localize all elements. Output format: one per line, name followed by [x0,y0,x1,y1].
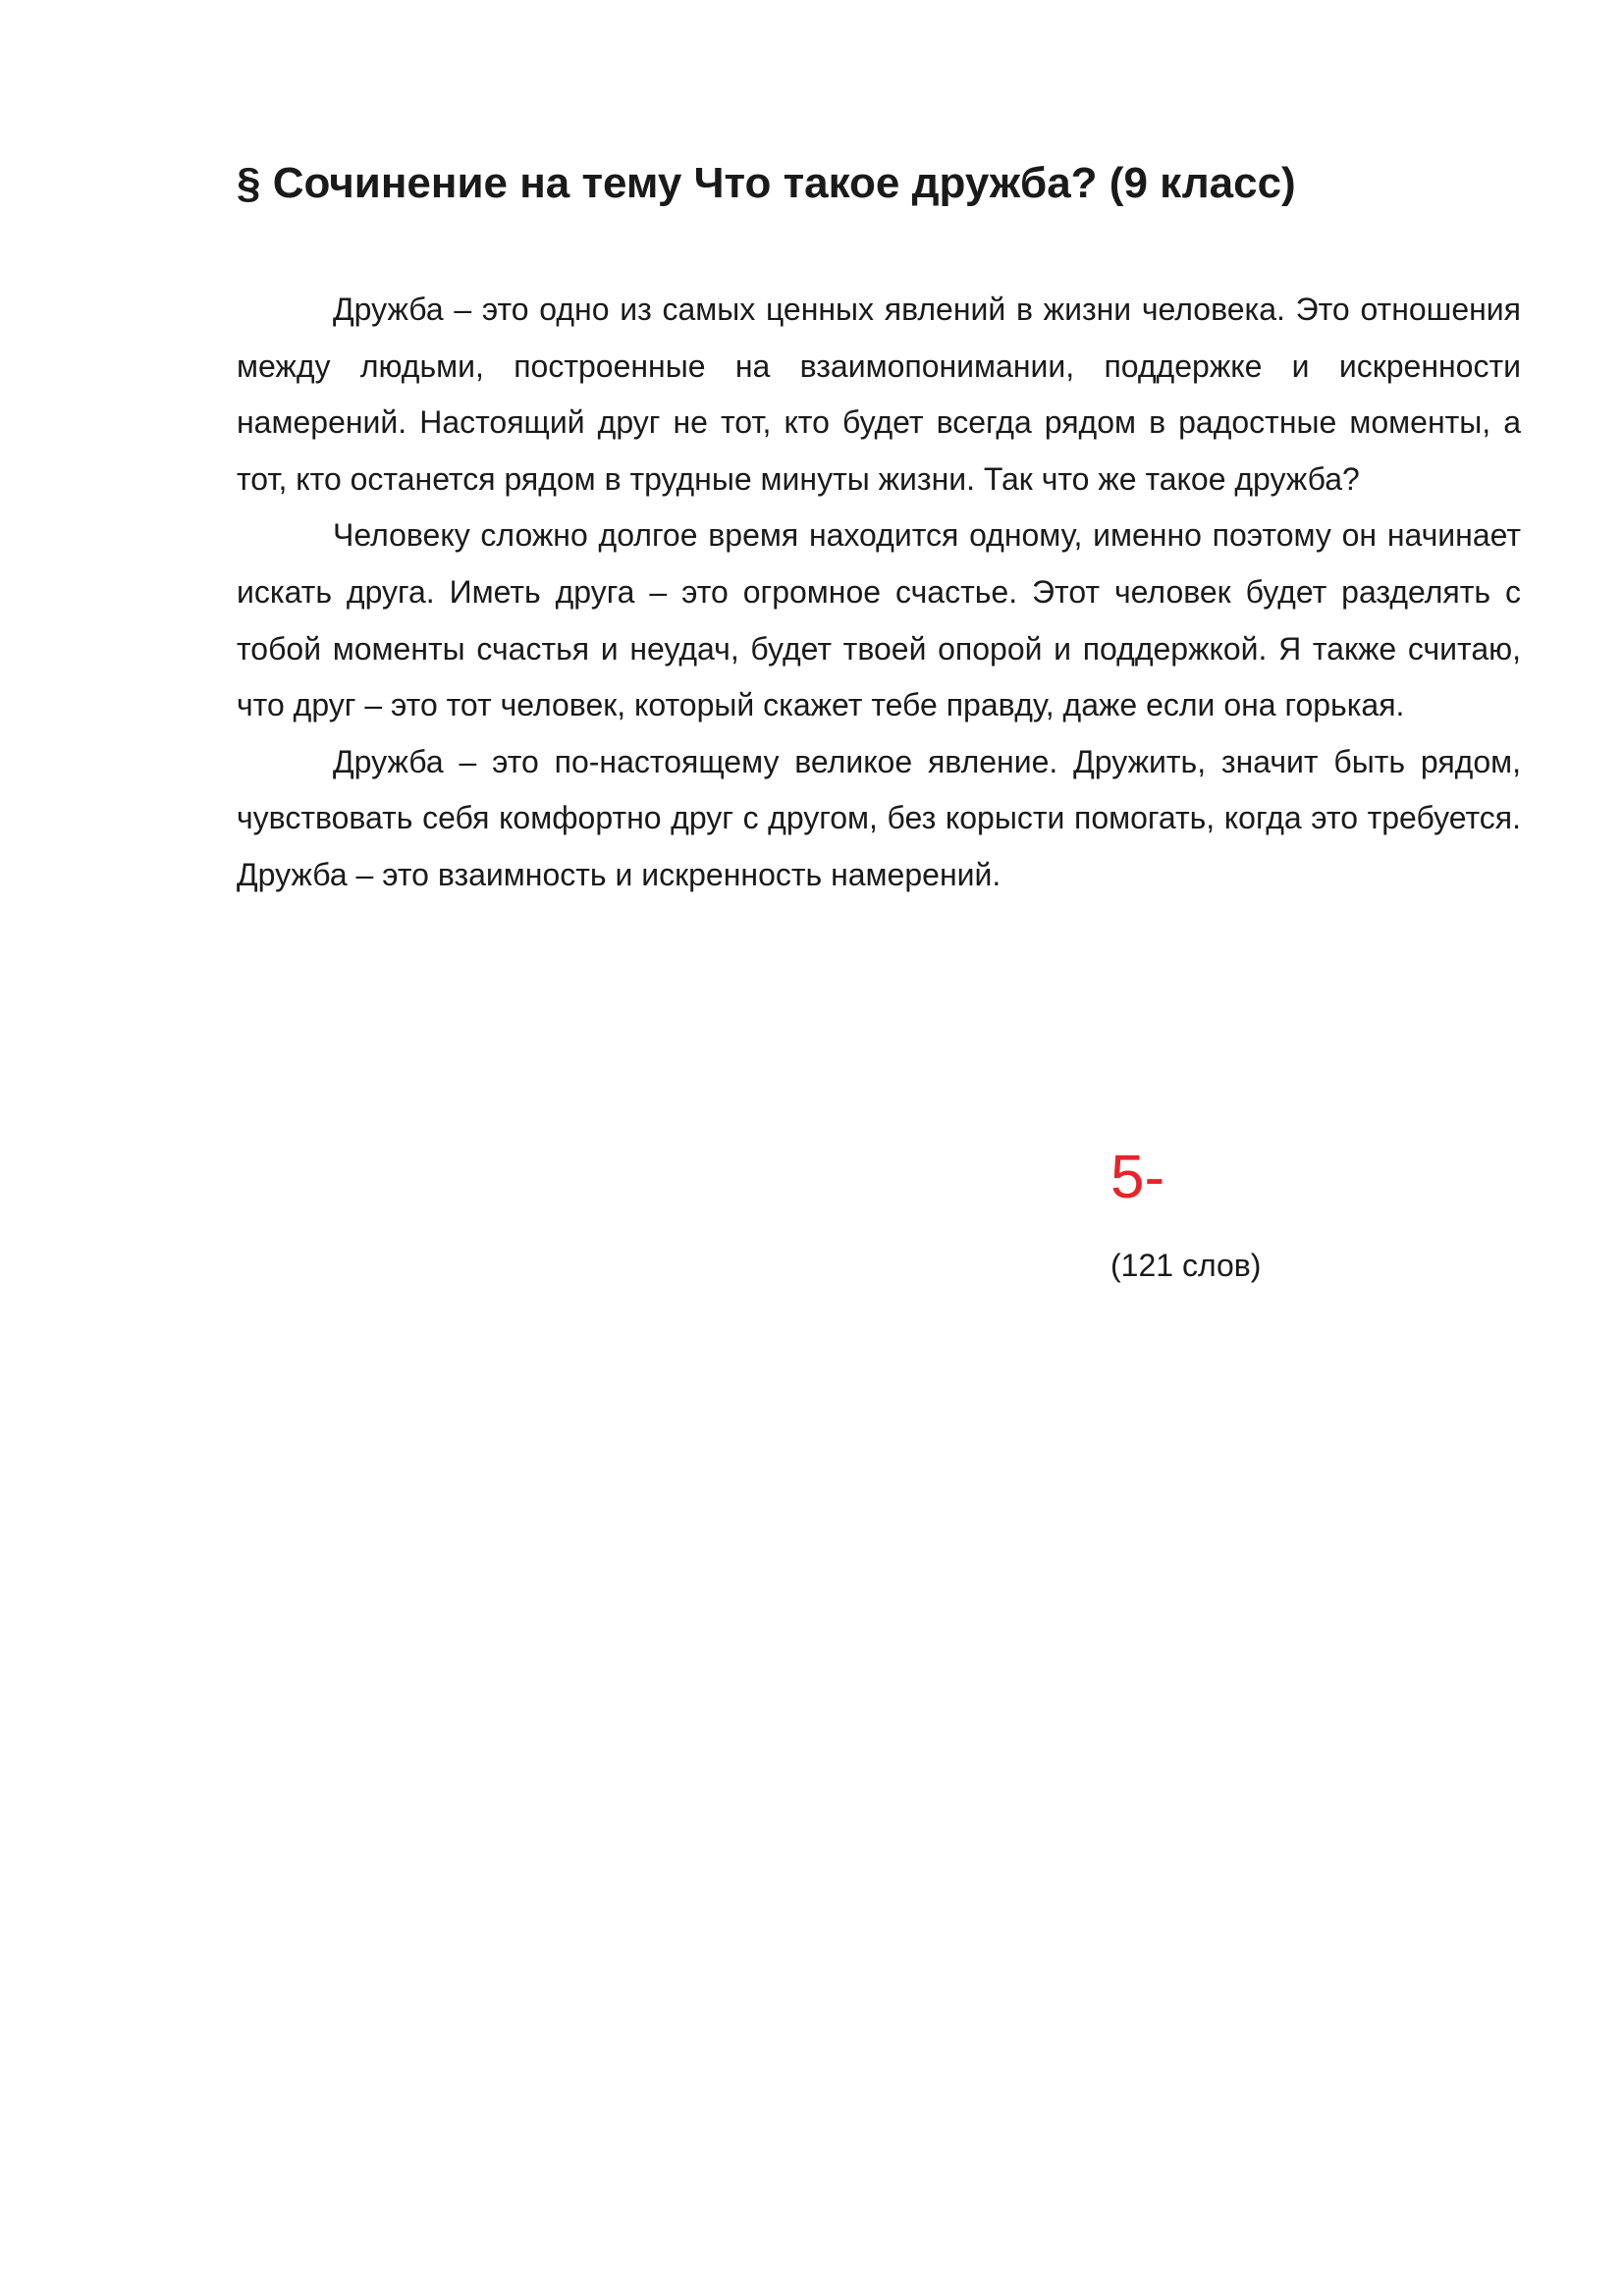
page-title: § Сочинение на тему Что такое дружба? (9 класс) [237,159,1296,207]
word-count: (121 слов) [1110,1248,1262,1283]
essay-body [237,282,1521,904]
essay-paragraph-1: Дружба – это одно из самых ценных явлений в жизни человека. Это отношения между людьми, построенные на взаимопонимании, поддержке и искренности намерений. Настоящий друг не тот, кто будет всегда рядом в радостные моменты, а тот, кто останется рядом в трудные минуты жизни. Так что же такое дружба? [237,292,1521,497]
essay-paragraph-3: Дружба – это по-настоящему великое явление. Дружить, значит быть рядом, чувствовать себя комфортно друг с другом, без корысти помогать, когда это требуется. Дружба – это взаимность и искренность намерений. [237,743,1521,892]
essay-paragraph-2: Человеку сложно долгое время находится одному, именно поэтому он начинает искать друга. Иметь друга – это огромное счастье. Этот человек будет разделять с тобой моменты счастья и неудач, будет твоей опорой и поддержкой. Я также считаю, что друг – это тот человек, который скажет тебе правду, даже если она горькая. [237,517,1521,723]
grade-mark: 5- [1110,1144,1165,1211]
